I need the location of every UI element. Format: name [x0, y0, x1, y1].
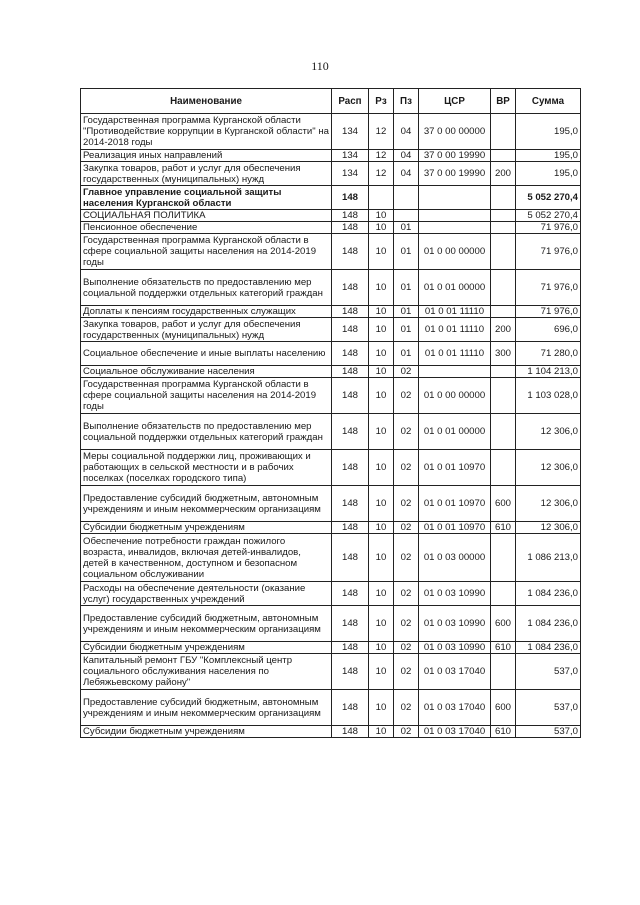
cell-name: Социальное обслуживание населения — [81, 366, 332, 378]
cell-csr: 37 0 00 19990 — [419, 162, 491, 186]
cell-rz: 12 — [369, 162, 394, 186]
cell-csr: 01 0 03 10990 — [419, 606, 491, 642]
cell-pz: 02 — [394, 606, 419, 642]
cell-rasp: 148 — [332, 366, 369, 378]
page-number: 110 — [311, 59, 329, 73]
cell-sum: 5 052 270,4 — [516, 210, 581, 222]
cell-sum: 71 976,0 — [516, 270, 581, 306]
cell-pz: 01 — [394, 306, 419, 318]
cell-rasp: 148 — [332, 186, 369, 210]
cell-rasp: 134 — [332, 114, 369, 150]
cell-vr: 600 — [491, 606, 516, 642]
cell-rz — [369, 186, 394, 210]
table-row — [81, 234, 581, 270]
cell-pz: 02 — [394, 450, 419, 486]
cell-rasp: 148 — [332, 414, 369, 450]
cell-name: Выполнение обязательств по предоставлению мер социальной поддержки отдельных категорий граждан — [81, 414, 332, 450]
cell-vr: 200 — [491, 318, 516, 342]
cell-sum: 195,0 — [516, 114, 581, 150]
cell-vr — [491, 378, 516, 414]
table-row — [81, 318, 581, 342]
cell-name: Субсидии бюджетным учреждениям — [81, 726, 332, 738]
cell-rz: 12 — [369, 150, 394, 162]
cell-pz: 02 — [394, 366, 419, 378]
cell-vr: 610 — [491, 726, 516, 738]
cell-pz: 02 — [394, 690, 419, 726]
cell-rasp: 148 — [332, 222, 369, 234]
cell-vr — [491, 450, 516, 486]
cell-sum: 71 976,0 — [516, 306, 581, 318]
header-csr: ЦСР — [419, 89, 491, 114]
cell-rz: 10 — [369, 318, 394, 342]
table-row — [81, 642, 581, 654]
table-row — [81, 582, 581, 606]
table-row — [81, 186, 581, 210]
cell-name: Субсидии бюджетным учреждениям — [81, 642, 332, 654]
cell-pz: 02 — [394, 378, 419, 414]
cell-sum: 696,0 — [516, 318, 581, 342]
cell-csr: 37 0 00 00000 — [419, 114, 491, 150]
cell-vr: 610 — [491, 642, 516, 654]
cell-sum: 1 104 213,0 — [516, 366, 581, 378]
cell-pz: 01 — [394, 270, 419, 306]
header-sum: Сумма — [516, 89, 581, 114]
table-row — [81, 210, 581, 222]
cell-pz — [394, 186, 419, 210]
cell-name: Реализация иных направлений — [81, 150, 332, 162]
cell-sum: 537,0 — [516, 654, 581, 690]
cell-pz: 01 — [394, 222, 419, 234]
cell-name: Обеспечение потребности граждан пожилого возраста, инвалидов, включая детей-инвалидов, детей в качественном, доступном и безопасном социальном обслуживании — [81, 534, 332, 582]
cell-pz: 01 — [394, 318, 419, 342]
table-row — [81, 150, 581, 162]
table-row — [81, 726, 581, 738]
cell-csr: 37 0 00 19990 — [419, 150, 491, 162]
cell-name: Закупка товаров, работ и услуг для обеспечения государственных (муниципальных) нужд — [81, 318, 332, 342]
cell-rz: 10 — [369, 306, 394, 318]
cell-rasp: 148 — [332, 318, 369, 342]
cell-vr — [491, 234, 516, 270]
cell-vr: 600 — [491, 486, 516, 522]
cell-pz: 02 — [394, 642, 419, 654]
cell-rz: 10 — [369, 414, 394, 450]
cell-rasp: 134 — [332, 150, 369, 162]
cell-rz: 10 — [369, 486, 394, 522]
cell-csr: 01 0 01 00000 — [419, 414, 491, 450]
cell-sum: 1 084 236,0 — [516, 606, 581, 642]
cell-rz: 10 — [369, 642, 394, 654]
cell-sum: 1 086 213,0 — [516, 534, 581, 582]
cell-pz: 02 — [394, 582, 419, 606]
cell-rasp: 148 — [332, 306, 369, 318]
cell-sum: 12 306,0 — [516, 450, 581, 486]
header-rz: Рз — [369, 89, 394, 114]
cell-rasp: 148 — [332, 486, 369, 522]
cell-rz: 10 — [369, 690, 394, 726]
cell-rz: 10 — [369, 342, 394, 366]
cell-rasp: 148 — [332, 606, 369, 642]
cell-csr: 01 0 03 17040 — [419, 726, 491, 738]
cell-vr — [491, 270, 516, 306]
table-row — [81, 162, 581, 186]
cell-rz: 10 — [369, 582, 394, 606]
cell-name: Предоставление субсидий бюджетным, автономным учреждениям и иным некоммерческим организациям — [81, 486, 332, 522]
cell-name: Государственная программа Курганской области "Противодействие коррупции в Курганской области" на 2014-2018 годы — [81, 114, 332, 150]
cell-sum: 195,0 — [516, 150, 581, 162]
cell-name: Выполнение обязательств по предоставлению мер социальной поддержки отдельных категорий граждан — [81, 270, 332, 306]
cell-rz: 10 — [369, 606, 394, 642]
cell-rz: 10 — [369, 522, 394, 534]
cell-csr: 01 0 01 10970 — [419, 450, 491, 486]
cell-pz: 04 — [394, 162, 419, 186]
cell-csr: 01 0 01 10970 — [419, 486, 491, 522]
table-row — [81, 654, 581, 690]
cell-sum: 71 976,0 — [516, 222, 581, 234]
cell-rasp: 148 — [332, 726, 369, 738]
cell-name: Государственная программа Курганской области в сфере социальной защиты населения на 2014-2019 годы — [81, 378, 332, 414]
cell-pz: 01 — [394, 342, 419, 366]
cell-pz: 02 — [394, 486, 419, 522]
cell-rz: 10 — [369, 222, 394, 234]
cell-rz: 10 — [369, 366, 394, 378]
cell-rasp: 148 — [332, 582, 369, 606]
cell-rz: 10 — [369, 534, 394, 582]
cell-csr: 01 0 01 11110 — [419, 306, 491, 318]
cell-rz: 10 — [369, 270, 394, 306]
cell-rasp: 148 — [332, 270, 369, 306]
cell-rz: 10 — [369, 654, 394, 690]
cell-csr: 01 0 03 17040 — [419, 690, 491, 726]
cell-rasp: 148 — [332, 642, 369, 654]
table-row — [81, 306, 581, 318]
cell-vr — [491, 654, 516, 690]
cell-vr: 600 — [491, 690, 516, 726]
cell-rz: 12 — [369, 114, 394, 150]
cell-rasp: 148 — [332, 378, 369, 414]
cell-name: Расходы на обеспечение деятельности (оказание услуг) государственных учреждений — [81, 582, 332, 606]
cell-name: СОЦИАЛЬНАЯ ПОЛИТИКА — [81, 210, 332, 222]
cell-csr: 01 0 01 00000 — [419, 270, 491, 306]
cell-pz: 02 — [394, 522, 419, 534]
table-row — [81, 486, 581, 522]
cell-pz: 02 — [394, 534, 419, 582]
cell-rasp: 148 — [332, 654, 369, 690]
cell-sum: 5 052 270,4 — [516, 186, 581, 210]
cell-rz: 10 — [369, 378, 394, 414]
cell-pz: 02 — [394, 414, 419, 450]
cell-rasp: 148 — [332, 234, 369, 270]
cell-vr — [491, 534, 516, 582]
table-row — [81, 522, 581, 534]
cell-sum: 195,0 — [516, 162, 581, 186]
cell-vr — [491, 150, 516, 162]
cell-vr — [491, 222, 516, 234]
cell-vr: 200 — [491, 162, 516, 186]
cell-sum: 1 103 028,0 — [516, 378, 581, 414]
budget-table — [80, 88, 581, 738]
cell-pz: 04 — [394, 114, 419, 150]
table-header-row — [81, 89, 581, 114]
cell-rasp: 148 — [332, 690, 369, 726]
cell-rasp: 148 — [332, 534, 369, 582]
cell-name: Закупка товаров, работ и услуг для обеспечения государственных (муниципальных) нужд — [81, 162, 332, 186]
cell-sum: 12 306,0 — [516, 486, 581, 522]
cell-name: Предоставление субсидий бюджетным, автономным учреждениям и иным некоммерческим организациям — [81, 690, 332, 726]
header-name: Наименование — [81, 89, 332, 114]
cell-vr — [491, 186, 516, 210]
cell-pz — [394, 210, 419, 222]
cell-csr: 01 0 03 00000 — [419, 534, 491, 582]
cell-pz: 02 — [394, 654, 419, 690]
cell-rasp: 148 — [332, 450, 369, 486]
cell-vr — [491, 306, 516, 318]
cell-name: Государственная программа Курганской области в сфере социальной защиты населения на 2014-2019 годы — [81, 234, 332, 270]
cell-vr — [491, 114, 516, 150]
cell-sum: 537,0 — [516, 726, 581, 738]
cell-pz: 01 — [394, 234, 419, 270]
table-row — [81, 606, 581, 642]
table-row — [81, 270, 581, 306]
cell-csr — [419, 210, 491, 222]
cell-rasp: 148 — [332, 210, 369, 222]
cell-sum: 12 306,0 — [516, 414, 581, 450]
cell-pz: 04 — [394, 150, 419, 162]
cell-name: Капитальный ремонт ГБУ "Комплексный центр социального обслуживания населения по Лебяжьевскому району" — [81, 654, 332, 690]
cell-vr — [491, 414, 516, 450]
cell-csr: 01 0 03 17040 — [419, 654, 491, 690]
cell-name: Главное управление социальной защиты населения Курганской области — [81, 186, 332, 210]
cell-name: Предоставление субсидий бюджетным, автономным учреждениям и иным некоммерческим организациям — [81, 606, 332, 642]
cell-csr — [419, 186, 491, 210]
cell-csr: 01 0 00 00000 — [419, 234, 491, 270]
cell-csr: 01 0 01 10970 — [419, 522, 491, 534]
cell-csr — [419, 222, 491, 234]
cell-name: Социальное обеспечение и иные выплаты населению — [81, 342, 332, 366]
header-rasp: Расп — [332, 89, 369, 114]
cell-sum: 71 280,0 — [516, 342, 581, 366]
cell-sum: 1 084 236,0 — [516, 642, 581, 654]
cell-vr: 300 — [491, 342, 516, 366]
cell-csr — [419, 366, 491, 378]
cell-vr — [491, 210, 516, 222]
cell-rz: 10 — [369, 450, 394, 486]
cell-csr: 01 0 01 11110 — [419, 318, 491, 342]
header-pz: Пз — [394, 89, 419, 114]
header-vr: ВР — [491, 89, 516, 114]
cell-name: Доплаты к пенсиям государственных служащих — [81, 306, 332, 318]
cell-vr — [491, 582, 516, 606]
cell-sum: 71 976,0 — [516, 234, 581, 270]
table-body — [81, 114, 581, 738]
cell-csr: 01 0 03 10990 — [419, 582, 491, 606]
table-row — [81, 414, 581, 450]
cell-rz: 10 — [369, 210, 394, 222]
cell-name: Пенсионное обеспечение — [81, 222, 332, 234]
cell-vr — [491, 366, 516, 378]
cell-rz: 10 — [369, 726, 394, 738]
cell-rz: 10 — [369, 234, 394, 270]
cell-pz: 02 — [394, 726, 419, 738]
cell-rasp: 134 — [332, 162, 369, 186]
table-row — [81, 114, 581, 150]
cell-name: Субсидии бюджетным учреждениям — [81, 522, 332, 534]
cell-csr: 01 0 00 00000 — [419, 378, 491, 414]
table-row — [81, 534, 581, 582]
table-row — [81, 690, 581, 726]
cell-csr: 01 0 01 11110 — [419, 342, 491, 366]
table-row — [81, 366, 581, 378]
cell-vr: 610 — [491, 522, 516, 534]
cell-rasp: 148 — [332, 342, 369, 366]
table-row — [81, 378, 581, 414]
cell-name: Меры социальной поддержки лиц, проживающих и работающих в сельской местности и в рабочих поселках (поселках городского типа) — [81, 450, 332, 486]
cell-rasp: 148 — [332, 522, 369, 534]
cell-sum: 1 084 236,0 — [516, 582, 581, 606]
table-row — [81, 222, 581, 234]
cell-sum: 537,0 — [516, 690, 581, 726]
cell-sum: 12 306,0 — [516, 522, 581, 534]
table-row — [81, 342, 581, 366]
table-row — [81, 450, 581, 486]
cell-csr: 01 0 03 10990 — [419, 642, 491, 654]
